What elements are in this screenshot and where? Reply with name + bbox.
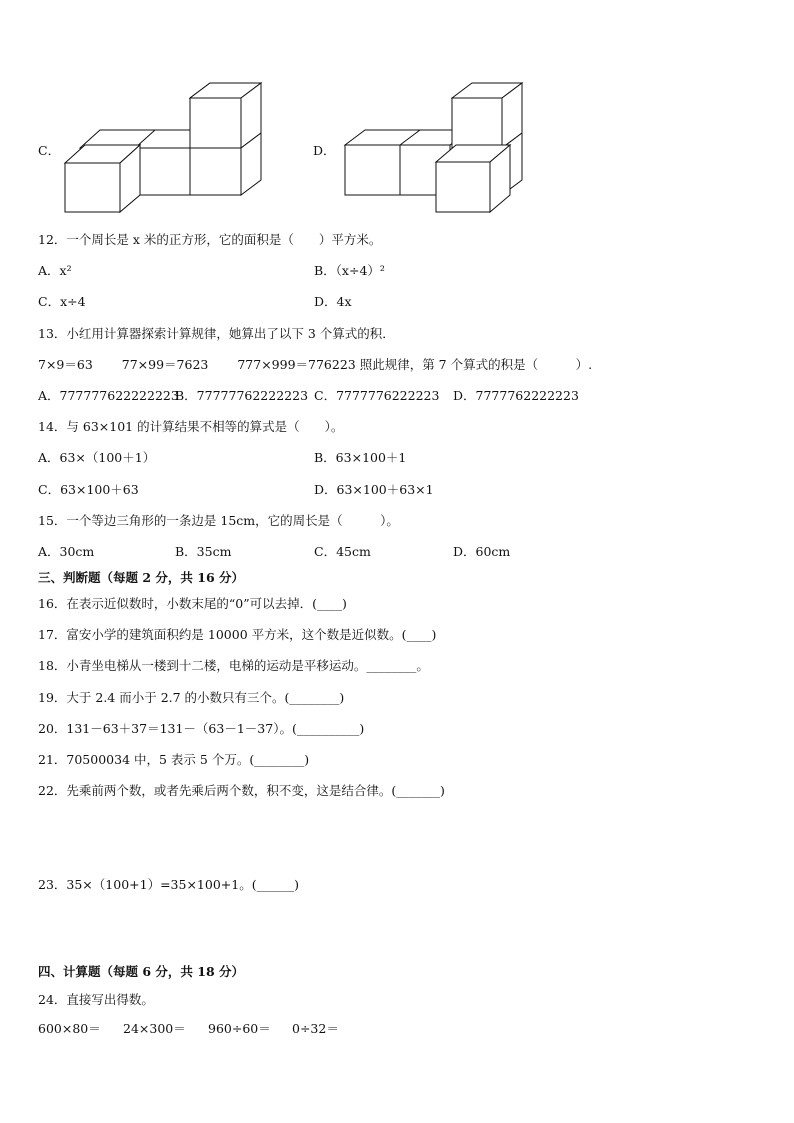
question-13-option-b[interactable]: B．77777762222223 (175, 388, 309, 403)
question-20: 20．131－63＋37＝131－（63－1－37）。(__________) (38, 721, 365, 736)
question-14-option-b[interactable]: B．63×100＋1 (314, 450, 407, 465)
question-15-option-d[interactable]: D．60cm (453, 544, 511, 559)
question-13-formulas: 7×9＝63 77×99＝7623 777×999＝776223 照此规律，第 7 个算式的积是（ ）. (38, 357, 593, 372)
question-24-item: 0÷32＝ (292, 1021, 339, 1036)
question-13-option-a[interactable]: A．777777622222223 (38, 388, 179, 403)
question-16: 16．在表示近似数时，小数末尾的“0”可以去掉．(____) (38, 596, 347, 611)
question-19: 19．大于 2.4 而小于 2.7 的小数只有三个。(________) (38, 690, 345, 705)
question-23: 23．35×（100+1）=35×100+1。(______) (38, 877, 299, 892)
section-3-title: 三、判断题（每题 2 分，共 16 分） (38, 570, 245, 585)
question-17: 17．富安小学的建筑面积约是 10000 平方米，这个数是近似数。(____) (38, 627, 437, 642)
question-24-item: 600×80＝ (38, 1021, 101, 1036)
cube-figure-d (340, 80, 530, 220)
option-c-label: C． (38, 143, 61, 158)
option-d-label: D． (313, 143, 336, 158)
question-12-stem: 12．一个周长是 x 米的正方形，它的面积是（ ）平方米。 (38, 232, 382, 247)
question-15-option-c[interactable]: C．45cm (314, 544, 371, 559)
question-21: 21．70500034 中，5 表示 5 个万。(________) (38, 752, 310, 767)
question-12-option-b[interactable]: B．（x÷4）² (314, 263, 385, 278)
question-24-stem: 24．直接写出得数。 (38, 992, 154, 1007)
question-24-item: 960÷60＝ (208, 1021, 271, 1036)
question-14-option-a[interactable]: A．63×（100＋1） (38, 450, 156, 465)
question-13-option-d[interactable]: D．7777762222223 (453, 388, 579, 403)
question-24-item: 24×300＝ (123, 1021, 186, 1036)
question-14-stem: 14．与 63×101 的计算结果不相等的算式是（ ）。 (38, 419, 344, 434)
question-12-option-d[interactable]: D．4x (314, 294, 352, 309)
question-15-option-b[interactable]: B．35cm (175, 544, 232, 559)
question-22: 22．先乘前两个数，或者先乘后两个数，积不变，这是结合律。(_______) (38, 783, 445, 798)
question-15-stem: 15．一个等边三角形的一条边是 15cm，它的周长是（ ）。 (38, 513, 399, 528)
question-15-option-a[interactable]: A．30cm (38, 544, 95, 559)
question-13-option-c[interactable]: C．7777776222223 (314, 388, 440, 403)
question-12-option-a[interactable]: A．x² (38, 263, 72, 278)
question-18: 18．小青坐电梯从一楼到十二楼，电梯的运动是平移运动。________。 (38, 658, 429, 673)
section-4-title: 四、计算题（每题 6 分，共 18 分） (38, 964, 245, 979)
question-13-stem: 13．小红用计算器探索计算规律，她算出了以下 3 个算式的积． (38, 326, 395, 341)
question-14-option-d[interactable]: D．63×100＋63×1 (314, 482, 434, 497)
cube-figure-c (60, 80, 270, 220)
question-12-option-c[interactable]: C．x÷4 (38, 294, 86, 309)
question-14-option-c[interactable]: C．63×100＋63 (38, 482, 139, 497)
